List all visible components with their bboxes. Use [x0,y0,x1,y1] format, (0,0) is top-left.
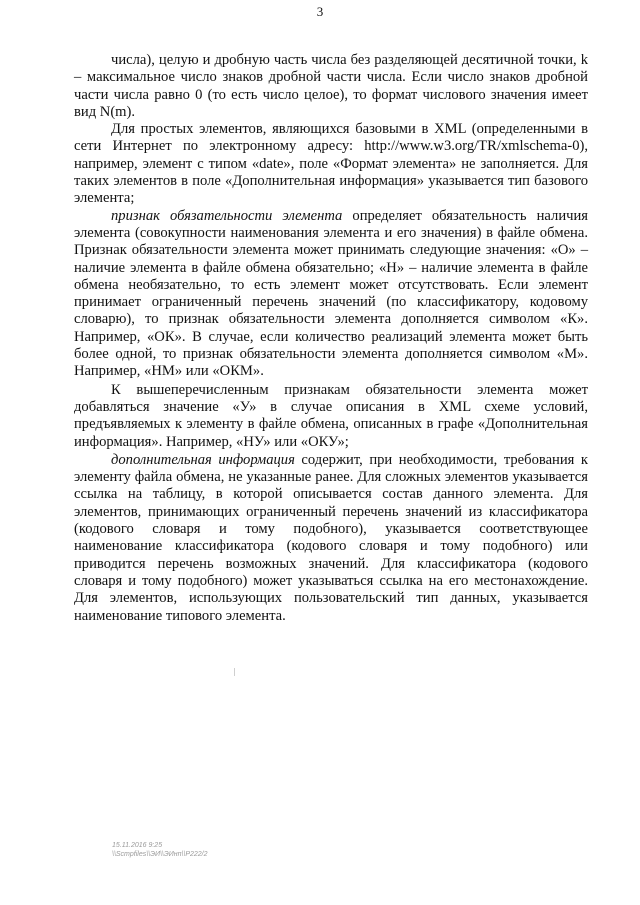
paragraph-condition-flag [74,382,588,451]
paragraph-text: числа), целую и дробную часть числа без разделяющей десятичной точки, k – максимальное число знаков дробной части числа. Если число знаков дробной части числа равно 0 (то есть число целое), то формат числового значения имеет вид N(m). [74,52,588,120]
footer-file-path: \\Scmpfiles\\ЭИ\\ЭИнп\\Р222/2 [112,851,208,858]
paragraph-number-format [74,52,588,121]
paragraph-text: Для простых элементов, являющихся базовыми в XML (определенными в сети Интернет по электронному адресу: http://www.w3.org/TR/xmlschema-0), например, элемент с типом «date», поле «Формат элемента» не заполняется. Для таких элементов в поле «Дополнительная информация» указывается тип базового элемента; [74,121,588,207]
paragraph-text: определяет обязательность наличия элемента (совокупности наименования элемента и его значения) в файле обмена. Признак обязательности элемента может принимать следующие значения: «О» – наличие элемента в файле обмена обязательно; «Н» – наличие элемента в файле обмена необязательно, то есть элемент может отсутствовать. Если элемент принимает ограниченный перечень значений (по классификатору, кодовому словарю), то признак обязательности элемента дополняется символом «К». Например, «ОК». В случае, если количество реализаций элемента может быть более одной, то признак обязательности элемента дополняется символом «М». Например, «НМ» или «ОКМ». [74,207,588,380]
paragraph-required-flag [74,208,588,381]
document-body [74,52,588,625]
paragraph-base-elements [74,121,588,207]
page-number: 3 [316,4,324,19]
paragraph-text: К вышеперечисленным признакам обязательности элемента может добавляться значение «У» в случае описания в XML схеме условий, предъявляемых к элементу в файле обмена, описанных в графе «Дополнительная информация». Например, «НУ» или «ОКУ»; [74,381,588,450]
paragraph-additional-info [74,452,588,625]
scan-artifact [234,668,235,676]
term-required-flag: признак обязательности элемента [111,207,343,224]
footer-timestamp: 15.11.2016 9:25 [112,842,163,849]
paragraph-text: содержит, при необходимости, требования к элементу файла обмена, не указанные ранее. Для сложных элементов указывается ссылка на таблицу, в которой описывается состав данного элемента. Для элементов, принимающих ограниченный перечень значений из классификатора (кодового словаря и тому подобного), указывается соответствующее наименование классификатора (кодового словаря и тому подобного) или приводится перечень возможных значений. Для классификатора (кодового словаря и тому подобного) может указываться ссылка на его местонахождение. Для элементов, использующих пользовательский тип данных, указывается наименование типового элемента. [74,451,589,624]
term-additional-info: дополнительная информация [111,451,295,468]
footer-stamp [112,841,208,859]
